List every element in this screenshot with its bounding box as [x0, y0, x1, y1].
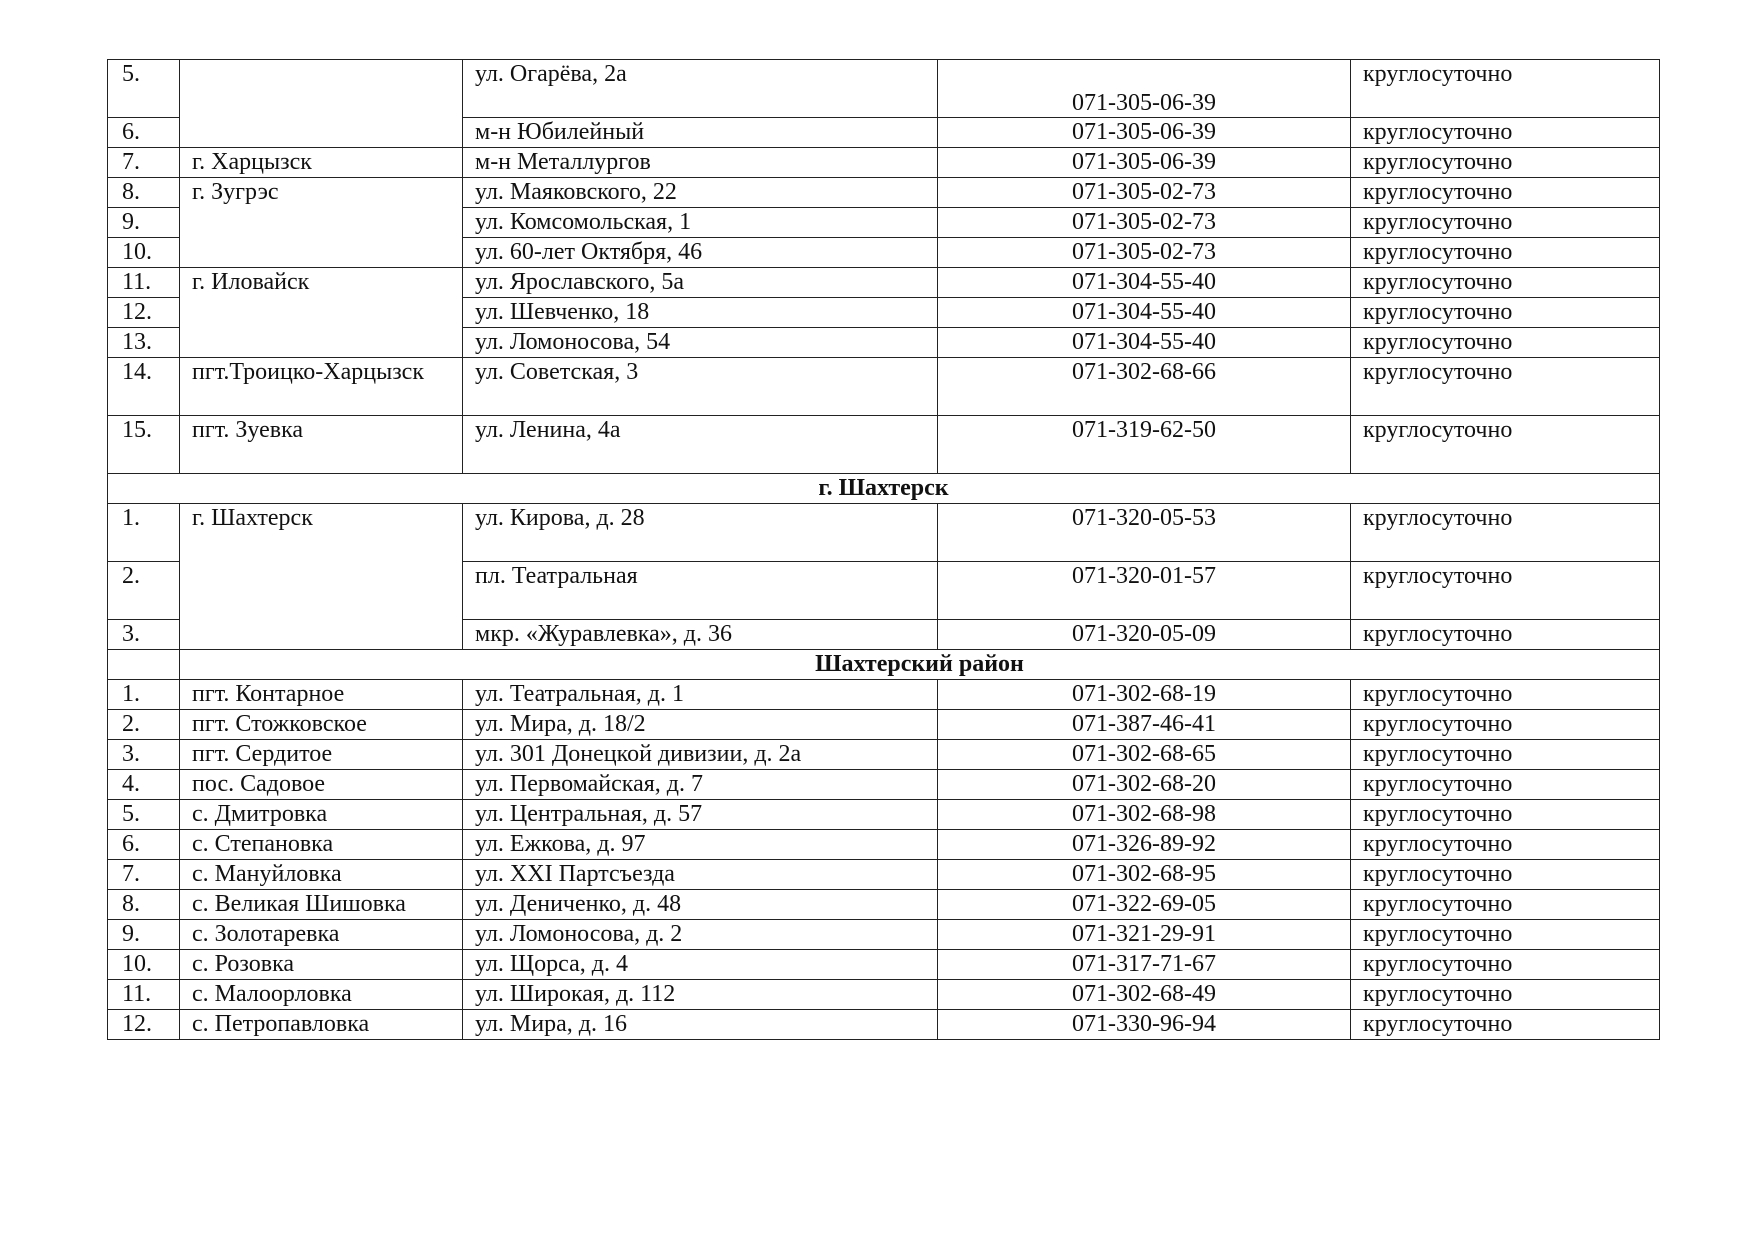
address-cell: пл. Театральная — [463, 562, 938, 620]
locality-cell: г. Иловайск — [180, 268, 463, 358]
phone-cell: 071-305-06-39 — [938, 148, 1351, 178]
locality-cell: с. Розовка — [180, 950, 463, 980]
row-number: 2. — [108, 710, 180, 740]
section-header-row — [108, 650, 1660, 680]
phone-cell: 071-320-01-57 — [938, 562, 1351, 620]
row-number: 6. — [108, 830, 180, 860]
locality-cell: пгт. Сердитое — [180, 740, 463, 770]
row-number: 8. — [108, 890, 180, 920]
row-number: 3. — [108, 620, 180, 650]
address-cell: ул. 301 Донецкой дивизии, д. 2а — [463, 740, 938, 770]
phone-cell: 071-305-06-39 — [938, 60, 1351, 118]
address-cell: ул. Комсомольская, 1 — [463, 208, 938, 238]
row-number: 1. — [108, 680, 180, 710]
table-row — [108, 416, 1660, 474]
address-cell: ул. Центральная, д. 57 — [463, 800, 938, 830]
section-header-row — [108, 474, 1660, 504]
phone-cell: 071-304-55-40 — [938, 268, 1351, 298]
hours-cell: круглосуточно — [1351, 118, 1660, 148]
section-title: г. Шахтерск — [108, 474, 1660, 504]
phone-cell: 071-302-68-49 — [938, 980, 1351, 1010]
phone-cell: 071-320-05-53 — [938, 504, 1351, 562]
row-number: 8. — [108, 178, 180, 208]
address-cell: ул. Маяковского, 22 — [463, 178, 938, 208]
locality-cell: пгт. Контарное — [180, 680, 463, 710]
hours-cell: круглосуточно — [1351, 60, 1660, 118]
table-row — [108, 148, 1660, 178]
pharmacy-table-page — [107, 59, 1659, 1040]
address-cell: ул. Шевченко, 18 — [463, 298, 938, 328]
address-cell: ул. Кирова, д. 28 — [463, 504, 938, 562]
address-cell: ул. Мира, д. 16 — [463, 1010, 938, 1040]
address-cell: ул. Ленина, 4а — [463, 416, 938, 474]
locality-cell: с. Малоорловка — [180, 980, 463, 1010]
row-number: 5. — [108, 60, 180, 118]
table-row — [108, 980, 1660, 1010]
phone-cell: 071-326-89-92 — [938, 830, 1351, 860]
row-number: 15. — [108, 416, 180, 474]
address-cell: м-н Юбилейный — [463, 118, 938, 148]
hours-cell: круглосуточно — [1351, 620, 1660, 650]
phone-cell: 071-305-02-73 — [938, 208, 1351, 238]
row-number: 13. — [108, 328, 180, 358]
hours-cell: круглосуточно — [1351, 800, 1660, 830]
row-number: 9. — [108, 208, 180, 238]
row-number: 12. — [108, 1010, 180, 1040]
table-row — [108, 860, 1660, 890]
locality-cell: пгт. Зуевка — [180, 416, 463, 474]
phone-cell: 071-317-71-67 — [938, 950, 1351, 980]
table-row — [108, 800, 1660, 830]
phone-cell: 071-302-68-65 — [938, 740, 1351, 770]
phone-cell: 071-387-46-41 — [938, 710, 1351, 740]
hours-cell: круглосуточно — [1351, 1010, 1660, 1040]
hours-cell: круглосуточно — [1351, 860, 1660, 890]
hours-cell: круглосуточно — [1351, 358, 1660, 416]
row-number: 14. — [108, 358, 180, 416]
hours-cell: круглосуточно — [1351, 148, 1660, 178]
phone-cell: 071-321-29-91 — [938, 920, 1351, 950]
locality-cell — [180, 60, 463, 148]
table-row — [108, 358, 1660, 416]
table-row — [108, 268, 1660, 298]
hours-cell: круглосуточно — [1351, 740, 1660, 770]
table-row — [108, 680, 1660, 710]
table-row — [108, 1010, 1660, 1040]
locality-cell: с. Великая Шишовка — [180, 890, 463, 920]
locality-cell: с. Золотаревка — [180, 920, 463, 950]
row-number: 2. — [108, 562, 180, 620]
address-cell: ул. Ежкова, д. 97 — [463, 830, 938, 860]
locality-cell: с. Дмитровка — [180, 800, 463, 830]
section-title: Шахтерский район — [180, 650, 1660, 680]
row-number: 12. — [108, 298, 180, 328]
row-number: 10. — [108, 950, 180, 980]
hours-cell: круглосуточно — [1351, 208, 1660, 238]
locality-cell: с. Петропавловка — [180, 1010, 463, 1040]
locality-cell: пгт.Троицко-Харцызск — [180, 358, 463, 416]
table-row — [108, 60, 1660, 118]
row-number: 11. — [108, 980, 180, 1010]
phone-cell: 071-305-06-39 — [938, 118, 1351, 148]
table-row — [108, 770, 1660, 800]
address-cell: ул. Огарёва, 2а — [463, 60, 938, 118]
phone-cell: 071-305-02-73 — [938, 178, 1351, 208]
row-number: 11. — [108, 268, 180, 298]
hours-cell: круглосуточно — [1351, 268, 1660, 298]
table-row — [108, 950, 1660, 980]
row-number: 1. — [108, 504, 180, 562]
row-number: 3. — [108, 740, 180, 770]
table-row — [108, 890, 1660, 920]
locality-cell: с. Степановка — [180, 830, 463, 860]
row-number: 10. — [108, 238, 180, 268]
address-cell: ул. Первомайская, д. 7 — [463, 770, 938, 800]
locality-cell: г. Зугрэс — [180, 178, 463, 268]
hours-cell: круглосуточно — [1351, 950, 1660, 980]
hours-cell: круглосуточно — [1351, 298, 1660, 328]
hours-cell: круглосуточно — [1351, 830, 1660, 860]
locality-cell: г. Шахтерск — [180, 504, 463, 650]
row-number: 6. — [108, 118, 180, 148]
phone-cell: 071-330-96-94 — [938, 1010, 1351, 1040]
address-cell: ул. Ярославского, 5а — [463, 268, 938, 298]
hours-cell: круглосуточно — [1351, 920, 1660, 950]
table-row — [108, 920, 1660, 950]
table-row — [108, 710, 1660, 740]
hours-cell: круглосуточно — [1351, 328, 1660, 358]
row-number: 9. — [108, 920, 180, 950]
row-number: 7. — [108, 860, 180, 890]
address-cell: ул. Ломоносова, д. 2 — [463, 920, 938, 950]
table-row — [108, 178, 1660, 208]
hours-cell: круглосуточно — [1351, 980, 1660, 1010]
row-number: 7. — [108, 148, 180, 178]
address-cell: ул. Широкая, д. 112 — [463, 980, 938, 1010]
hours-cell: круглосуточно — [1351, 504, 1660, 562]
table-row — [108, 830, 1660, 860]
phone-cell: 071-304-55-40 — [938, 328, 1351, 358]
address-cell: ул. Советская, 3 — [463, 358, 938, 416]
pharmacy-table — [107, 59, 1660, 1040]
address-cell: ул. Ломоносова, 54 — [463, 328, 938, 358]
address-cell: ул. 60-лет Октября, 46 — [463, 238, 938, 268]
hours-cell: круглосуточно — [1351, 890, 1660, 920]
locality-cell: г. Харцызск — [180, 148, 463, 178]
locality-cell: пос. Садовое — [180, 770, 463, 800]
hours-cell: круглосуточно — [1351, 562, 1660, 620]
phone-cell: 071-319-62-50 — [938, 416, 1351, 474]
address-cell: ул. Театральная, д. 1 — [463, 680, 938, 710]
address-cell: ул. XXI Партсъезда — [463, 860, 938, 890]
hours-cell: круглосуточно — [1351, 238, 1660, 268]
hours-cell: круглосуточно — [1351, 770, 1660, 800]
phone-cell: 071-322-69-05 — [938, 890, 1351, 920]
row-number: 5. — [108, 800, 180, 830]
address-cell: ул. Мира, д. 18/2 — [463, 710, 938, 740]
address-cell: ул. Дениченко, д. 48 — [463, 890, 938, 920]
hours-cell: круглосуточно — [1351, 178, 1660, 208]
phone-cell: 071-302-68-98 — [938, 800, 1351, 830]
address-cell: ул. Щорса, д. 4 — [463, 950, 938, 980]
phone-cell: 071-304-55-40 — [938, 298, 1351, 328]
row-number: 4. — [108, 770, 180, 800]
phone-cell: 071-302-68-66 — [938, 358, 1351, 416]
table-row — [108, 504, 1660, 562]
address-cell: м-н Металлургов — [463, 148, 938, 178]
phone-cell: 071-320-05-09 — [938, 620, 1351, 650]
address-cell: мкр. «Журавлевка», д. 36 — [463, 620, 938, 650]
section-number-cell — [108, 650, 180, 680]
locality-cell: с. Мануйловка — [180, 860, 463, 890]
locality-cell: пгт. Стожковское — [180, 710, 463, 740]
phone-cell: 071-302-68-19 — [938, 680, 1351, 710]
phone-cell: 071-302-68-20 — [938, 770, 1351, 800]
phone-cell: 071-302-68-95 — [938, 860, 1351, 890]
hours-cell: круглосуточно — [1351, 416, 1660, 474]
table-row — [108, 740, 1660, 770]
phone-cell: 071-305-02-73 — [938, 238, 1351, 268]
hours-cell: круглосуточно — [1351, 710, 1660, 740]
hours-cell: круглосуточно — [1351, 680, 1660, 710]
